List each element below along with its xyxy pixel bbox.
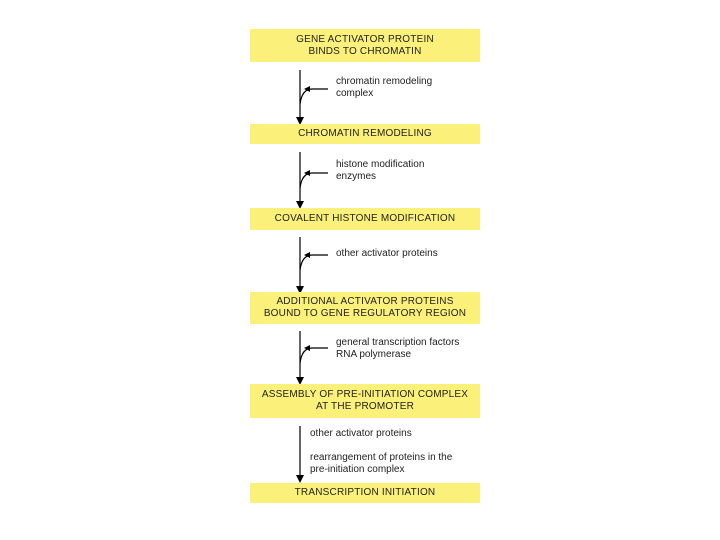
input-other-activator-proteins-1-line-1: other activator proteins: [336, 248, 438, 259]
stage-preinitiation-assembly-line-2: AT THE PROMOTER: [315, 401, 414, 412]
input-arrow-1: [300, 89, 328, 104]
input-arrow-3: [300, 255, 328, 270]
stage-transcription-initiation: [250, 483, 480, 503]
input-chromatin-remodeling-complex-line-1: chromatin remodeling: [336, 76, 433, 87]
stage-additional-activators-line-1: ADDITIONAL ACTIVATOR PROTEINS: [276, 296, 454, 307]
input-chromatin-remodeling-complex: [336, 76, 432, 100]
input-arrow-2: [300, 173, 328, 188]
stage-additional-activators: [250, 292, 480, 324]
input-general-transcription-factors-line-1: general transcription factors: [336, 337, 460, 348]
stage-histone-modification-line-1: COVALENT HISTONE MODIFICATION: [274, 213, 456, 224]
input-histone-modification-enzymes: [336, 159, 424, 183]
stage-transcription-initiation-line-1: TRANSCRIPTION INITIATION: [294, 487, 436, 498]
input-histone-modification-enzymes-line-2: enzymes: [336, 171, 377, 182]
input-general-transcription-factors-line-2: RNA polymerase: [336, 349, 412, 360]
stage-preinitiation-assembly: [250, 384, 480, 418]
input-other-activator-proteins-2-line-1: other activator proteins: [310, 428, 412, 439]
input-arrow-4: [300, 348, 328, 363]
stage-histone-modification: [250, 208, 480, 230]
stage-additional-activators-line-2: BOUND TO GENE REGULATORY REGION: [263, 308, 467, 319]
stage-preinitiation-assembly-line-1: ASSEMBLY OF PRE-INITIATION COMPLEX: [261, 389, 469, 400]
stage-activator-binding-line-1: GENE ACTIVATOR PROTEIN: [296, 33, 434, 45]
input-protein-rearrangement-line-2: pre-initiation complex: [310, 464, 405, 475]
stage-activator-binding: [250, 29, 480, 62]
stage-activator-binding-line-2: BINDS TO CHROMATIN: [308, 45, 422, 57]
stage-chromatin-remodeling-line-1: CHROMATIN REMODELING: [298, 128, 432, 139]
input-protein-rearrangement-line-1: rearrangement of proteins in the: [310, 452, 453, 463]
input-other-activator-proteins-1: [336, 248, 438, 260]
input-histone-modification-enzymes-line-1: histone modification: [336, 159, 425, 170]
input-protein-rearrangement: [310, 452, 452, 476]
input-other-activator-proteins-2: [310, 428, 412, 440]
input-general-transcription-factors: [336, 337, 459, 361]
input-chromatin-remodeling-complex-line-2: complex: [336, 88, 374, 99]
stage-chromatin-remodeling: [250, 124, 480, 144]
